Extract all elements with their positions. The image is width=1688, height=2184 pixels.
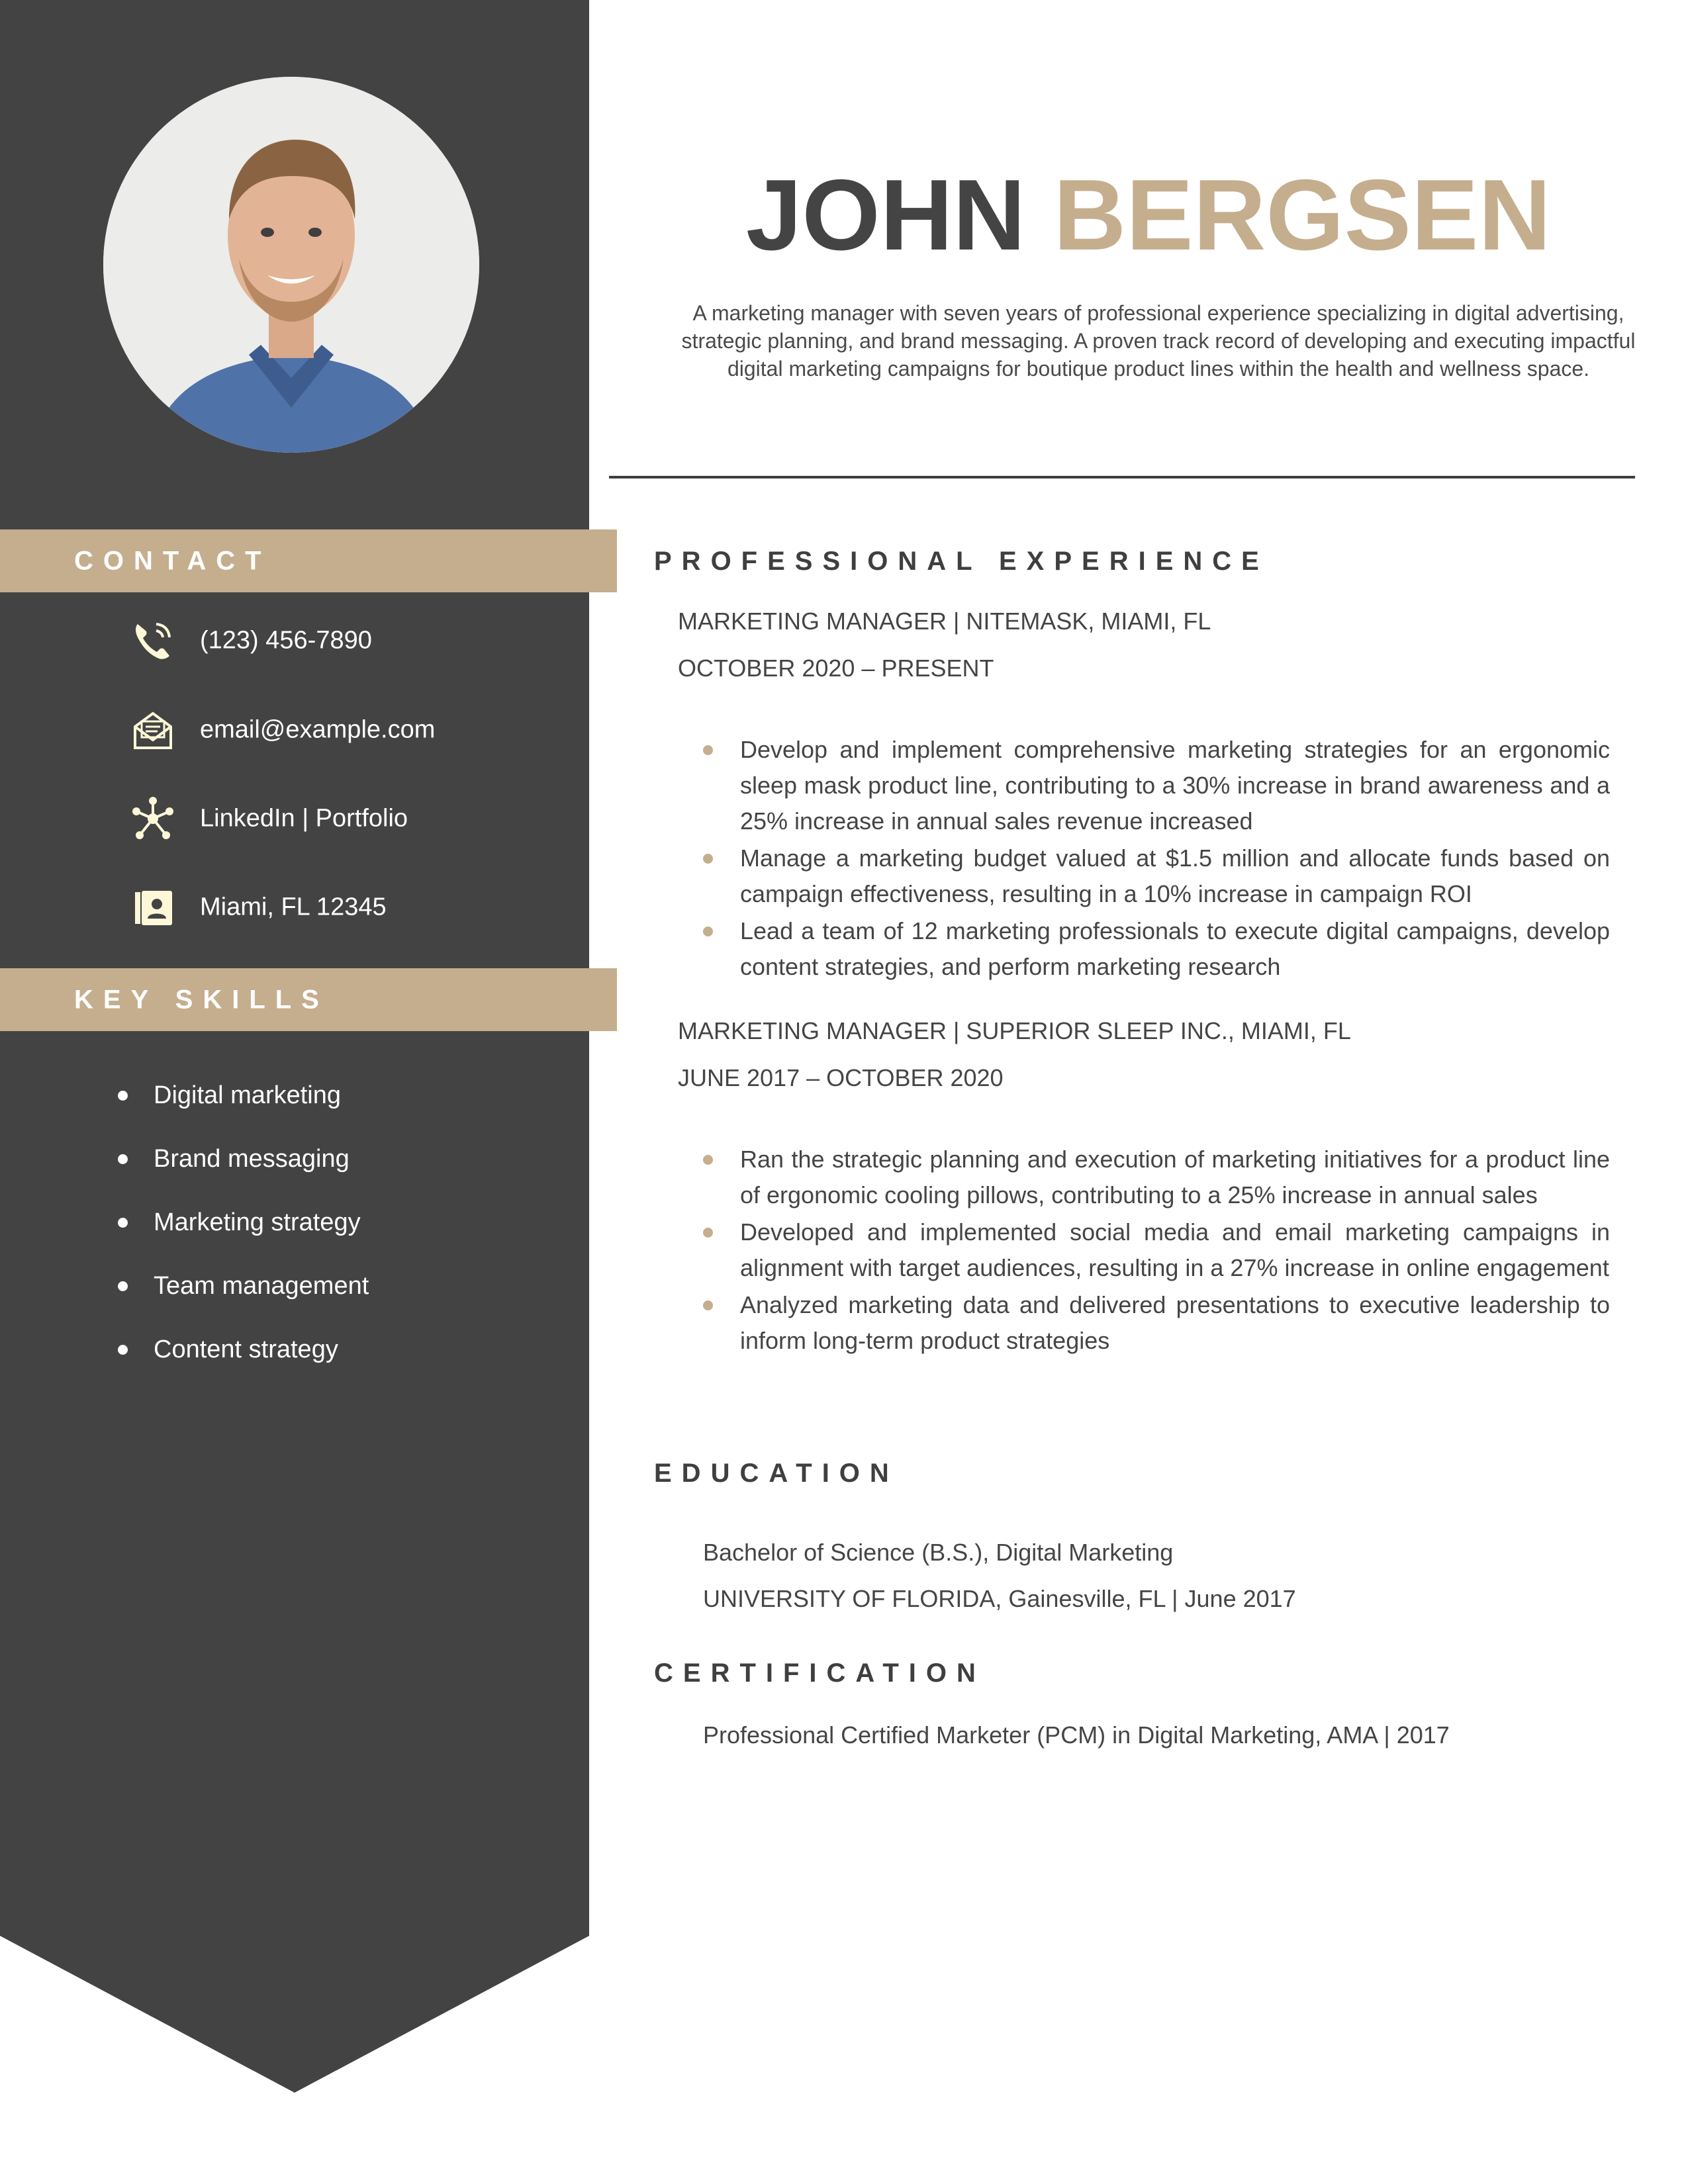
- address-card-icon: [130, 884, 176, 931]
- skill-item: Team management: [0, 1263, 589, 1326]
- contact-address: [130, 884, 593, 931]
- job-bullet: Ran the strategic planning and execution of marketing initiatives for a product line of ergonomic cooling pillows, contributing to a 25% increase in annual sales: [703, 1142, 1610, 1213]
- contact-phone-text: (123) 456-7890: [200, 626, 372, 655]
- contact-email[interactable]: [130, 707, 593, 753]
- skill-item: Brand messaging: [0, 1136, 589, 1199]
- skill-item: Content strategy: [0, 1326, 589, 1390]
- certification-item: Professional Certified Marketer (PCM) in Digital Marketing, AMA | 2017: [703, 1721, 1450, 1749]
- professional-summary: A marketing manager with seven years of professional experience specializing in digital advertising, strategic planning, and brand messaging. A proven track record of developing and executing impactful digital marketing campaigns for boutique product lines within the health and wellness space.: [681, 301, 1636, 381]
- job-bullet: Manage a marketing budget valued at $1.5 million and allocate funds based on campaign effectiveness, resulting in a 10% increase in campaign ROI: [703, 841, 1610, 912]
- skills-section-band: [0, 968, 617, 1031]
- header-divider: [609, 476, 1635, 478]
- candidate-name: [609, 159, 1688, 271]
- skills-list: [0, 1072, 589, 1390]
- contact-section-band: [0, 529, 617, 592]
- job-bullet: Develop and implement comprehensive marketing strategies for an ergonomic sleep mask product line, contributing to a 30% increase in brand awareness and a 25% increase in annual sales revenue increased: [703, 732, 1610, 839]
- skills-section-title: KEY SKILLS: [74, 985, 329, 1014]
- contact-address-text: Miami, FL 12345: [200, 893, 387, 921]
- job-title: MARKETING MANAGER | NITEMASK, MIAMI, FL: [678, 608, 1211, 635]
- job-bullets: [703, 1142, 1610, 1360]
- contact-section-title: CONTACT: [74, 546, 271, 575]
- job-dates: OCTOBER 2020 – PRESENT: [678, 655, 994, 682]
- education-degree: Bachelor of Science (B.S.), Digital Marketing: [703, 1539, 1174, 1566]
- last-name: BERGSEN: [1053, 159, 1552, 271]
- job-bullet: Developed and implemented social media and email marketing campaigns in alignment with target audiences, resulting in a 27% increase in online engagement: [703, 1214, 1610, 1286]
- certification-section-title: CERTIFICATION: [654, 1659, 986, 1688]
- job-bullets: [703, 732, 1610, 986]
- profile-photo-illustration: [103, 77, 479, 453]
- job-bullet: Analyzed marketing data and delivered presentations to executive leadership to inform long-term product strategies: [703, 1287, 1610, 1359]
- phone-icon: [130, 617, 176, 664]
- contact-linkedin-text[interactable]: LinkedIn | Portfolio: [200, 804, 408, 833]
- contact-email-text[interactable]: email@example.com: [200, 715, 436, 744]
- contact-phone: [130, 617, 593, 664]
- skill-item: Marketing strategy: [0, 1199, 589, 1263]
- contact-linkedin[interactable]: [130, 796, 593, 842]
- first-name: JOHN: [745, 159, 1026, 271]
- email-icon: [130, 707, 176, 753]
- job-dates: JUNE 2017 – OCTOBER 2020: [678, 1064, 1004, 1091]
- job-title: MARKETING MANAGER | SUPERIOR SLEEP INC., MIAMI, FL: [678, 1017, 1351, 1044]
- skill-item: Digital marketing: [0, 1072, 589, 1136]
- education-school: UNIVERSITY OF FLORIDA, Gainesville, FL | June 2017: [703, 1585, 1296, 1612]
- experience-section-title: PROFESSIONAL EXPERIENCE: [654, 547, 1269, 576]
- profile-photo: [103, 77, 479, 453]
- education-section-title: EDUCATION: [654, 1459, 899, 1488]
- network-icon: [130, 796, 176, 842]
- job-bullet: Lead a team of 12 marketing professionals to execute digital campaigns, develop content strategies, and perform marketing research: [703, 913, 1610, 985]
